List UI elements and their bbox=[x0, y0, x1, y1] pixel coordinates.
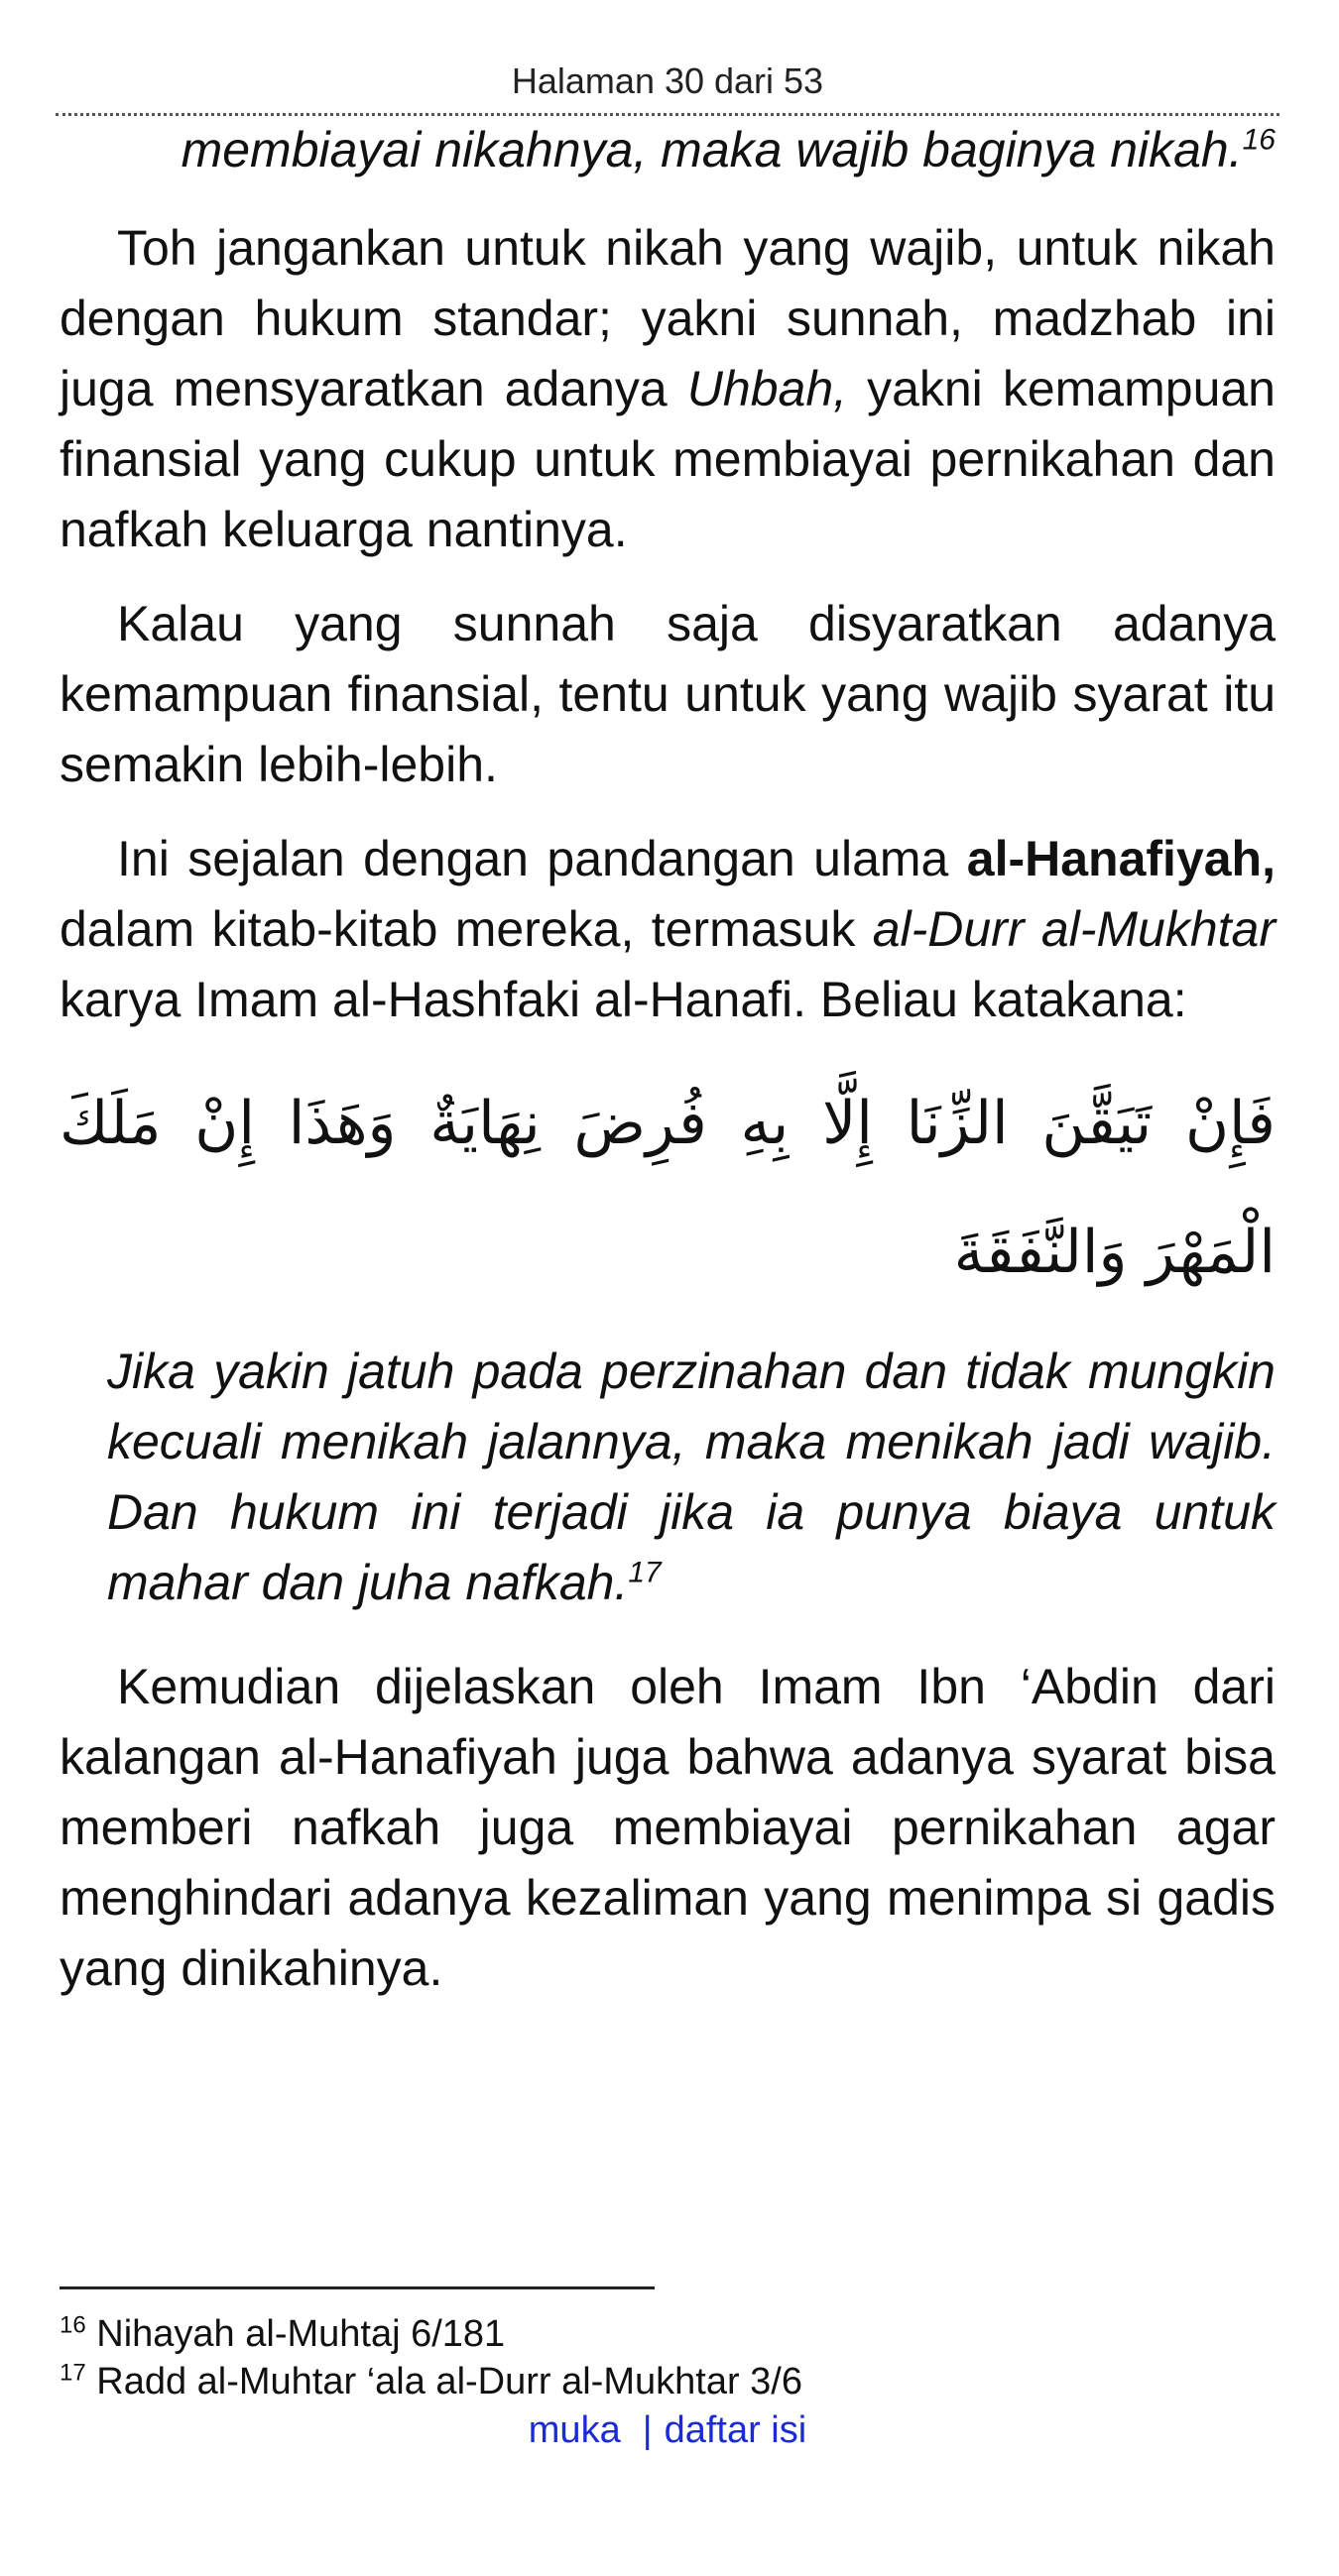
paragraph-3-text-c: karya Imam al-Hashfaki al-Hanafi. Beliau katakana: bbox=[60, 972, 1187, 1027]
footnote-text: Radd al-Muhtar ‘ala al-Durr al-Mukhtar 3/6 bbox=[96, 2361, 802, 2402]
paragraph-3-text-a: Ini sejalan dengan pandangan ulama bbox=[117, 831, 967, 886]
paragraph-1-text-b: yakni kemampuan finansial yang cukup untuk membiayai pernikahan dan nafkah keluarga nantinya. bbox=[60, 361, 1276, 557]
arabic-quote: فَإِنْ تَيَقَّنَ الزِّنَا إِلَّا بِهِ فُرِضَ نِهَايَةٌ وَهَذَا إِنْ مَلَكَ الْمَهْرَ وَالنَّفَقَةَ bbox=[60, 1089, 1276, 1287]
quote-continuation bbox=[107, 115, 1276, 185]
nav-separator: | bbox=[642, 2409, 653, 2451]
cover-link[interactable]: muka bbox=[528, 2409, 621, 2451]
translation-text: Jika yakin jatuh pada perzinahan dan tidak mungkin kecuali menikah jalannya, maka menikah jadi wajib. Dan hukum ini terjadi jika ia punya biaya untuk mahar dan juha nafkah. bbox=[107, 1344, 1276, 1610]
toc-link[interactable]: daftar isi bbox=[664, 2409, 807, 2451]
footnote-ref-16[interactable]: 16 bbox=[1242, 123, 1276, 157]
paragraph-2: Kalau yang sunnah saja disyaratkan adanya kemampuan finansial, tentu untuk yang wajib syarat itu semakin lebih-lebih. bbox=[60, 596, 1276, 792]
uhbah-term: Uhbah, bbox=[686, 361, 848, 416]
footnote-16 bbox=[60, 2310, 1250, 2358]
paragraph-1 bbox=[60, 213, 1276, 565]
book-title: al-Durr al-Mukhtar bbox=[872, 901, 1277, 957]
paragraph-1-text-a: Toh jangankan untuk nikah yang wajib, untuk nikah dengan hukum standar; yakni sunnah, madzhab ini juga mensyaratkan adanya bbox=[60, 220, 1276, 416]
paragraph-4: Kemudian dijelaskan oleh Imam Ibn ‘Abdin dari kalangan al-Hanafiyah juga bahwa adanya syarat bisa memberi nafkah juga membiayai pernikahan agar menghindari adanya kezaliman yang menimpa si gadis yang dinikahinya. bbox=[60, 1659, 1276, 1996]
translation-quote bbox=[107, 1337, 1276, 1618]
paragraph-3 bbox=[60, 824, 1276, 1035]
page-navigation bbox=[56, 2407, 1279, 2453]
page-body bbox=[60, 115, 1276, 2028]
footnote-number: 17 bbox=[60, 2359, 86, 2387]
paragraph-3-text-b: dalam kitab-kitab mereka, termasuk bbox=[60, 901, 873, 957]
quote-continuation-text: membiayai nikahnya, maka wajib baginya nikah. bbox=[181, 122, 1243, 177]
footnote-divider bbox=[60, 2286, 655, 2289]
footnote-ref-17[interactable]: 17 bbox=[628, 1556, 662, 1589]
footnote-text: Nihayah al-Muhtaj 6/181 bbox=[96, 2313, 506, 2355]
page-number-header: Halaman 30 dari 53 bbox=[511, 60, 824, 101]
footnote-17 bbox=[60, 2358, 1250, 2405]
madhhab-name: al-Hanafiyah, bbox=[966, 831, 1276, 886]
footnotes bbox=[60, 2310, 1250, 2405]
footnote-number: 16 bbox=[60, 2311, 86, 2339]
